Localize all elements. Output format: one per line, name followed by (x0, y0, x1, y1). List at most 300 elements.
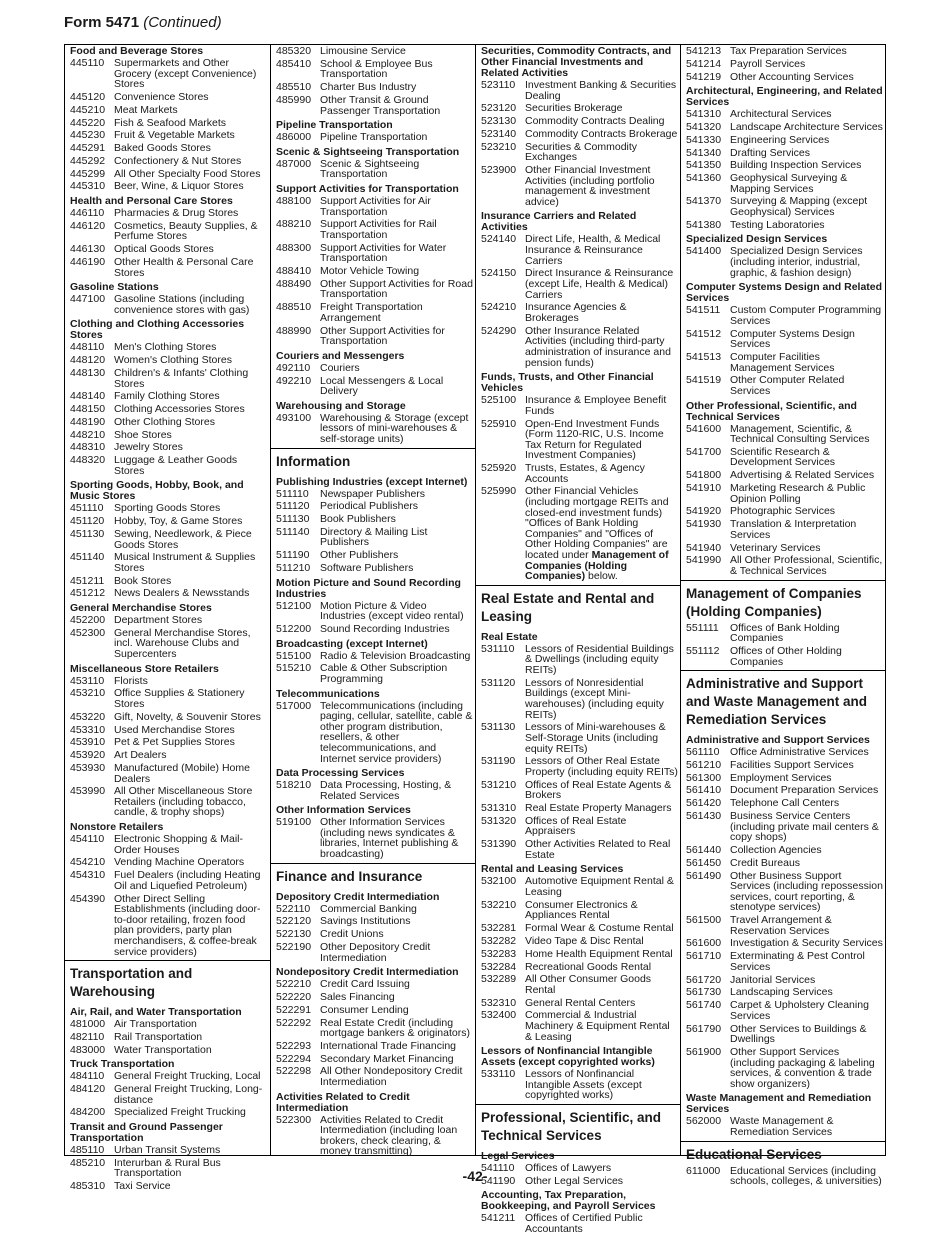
subsection-heading: Food and Beverage Stores (70, 45, 204, 57)
code-row (686, 871, 883, 913)
code-row (481, 876, 678, 897)
description-text: Tax Preparation Services (730, 45, 847, 57)
activity-description (320, 916, 473, 927)
description-text: Cosmetics, Beauty Supplies, & Perfume Stores (114, 219, 258, 243)
code-row (686, 329, 883, 350)
subsection-heading: Broadcasting (except Internet) (276, 637, 428, 650)
naics-code: 446130 (70, 243, 106, 256)
section-title: Management of Companies (Holding Companies) (681, 580, 885, 623)
code-row (481, 1010, 678, 1042)
naics-code: 448120 (70, 354, 106, 367)
description-text: Department Stores (114, 614, 203, 627)
naics-code: 448110 (70, 341, 105, 354)
activity-description (320, 1054, 473, 1065)
code-row (70, 169, 268, 180)
naics-code: 448310 (70, 441, 106, 454)
naics-code: 525100 (481, 394, 517, 407)
naics-code: 524290 (481, 324, 517, 337)
code-row (70, 1019, 268, 1030)
naics-code: 511190 (276, 549, 310, 562)
naics-code: 561710 (686, 950, 722, 963)
naics-code: 561440 (686, 843, 722, 856)
description-text: Testing Laboratories (730, 218, 825, 231)
description-text: General Merchandise Stores, incl. Warehouse Clubs and Supercenters (114, 626, 251, 661)
activity-description (114, 503, 268, 514)
code-row (70, 516, 268, 527)
description-text: Couriers (320, 361, 360, 374)
description-text: Scientific Research & Development Services (730, 445, 836, 469)
activity-description (525, 80, 678, 101)
naics-code: 522110 (276, 902, 311, 915)
activity-description (730, 506, 883, 517)
description-text: Office Administrative Services (730, 746, 869, 759)
naics-code: 445210 (70, 103, 106, 116)
activity-description (320, 196, 473, 217)
description-text: Freight Transportation Arrangement (320, 301, 423, 324)
activity-description (525, 780, 678, 801)
naics-code: 485320 (276, 45, 312, 57)
code-row (70, 294, 268, 315)
activity-description (525, 678, 678, 720)
activity-description (730, 352, 883, 373)
activity-description (114, 1071, 268, 1082)
code-row (70, 834, 268, 855)
activity-description (114, 763, 268, 784)
naics-code: 453990 (70, 785, 106, 798)
code-row (481, 644, 678, 676)
form-title-suffix: (Continued) (143, 14, 222, 31)
code-row (276, 514, 473, 525)
description-text: Commercial Banking (320, 902, 417, 915)
description-tail-text: below. (585, 570, 618, 583)
activity-description (320, 219, 473, 240)
naics-code: 561410 (686, 784, 722, 797)
description-text: Employment Services (730, 771, 832, 784)
description-text: Convenience Stores (114, 90, 209, 103)
description-text: Data Processing, Hosting, & Related Services (320, 779, 452, 802)
description-text: Recreational Goods Rental (525, 960, 652, 973)
naics-code: 541211 (481, 1212, 516, 1225)
section-title: Information (271, 448, 475, 473)
naics-code: 533110 (481, 1068, 516, 1081)
description-text: Secondary Market Financing (320, 1052, 454, 1065)
code-row (276, 780, 473, 801)
naics-code: 445110 (70, 57, 105, 69)
code-row (276, 413, 473, 445)
naics-code: 484110 (70, 1070, 105, 1083)
description-text: Consumer Electronics & Appliances Rental (525, 898, 638, 922)
code-row (70, 588, 268, 599)
code-row (276, 979, 473, 990)
code-row (70, 143, 268, 154)
code-row (686, 785, 883, 796)
description-text: Computer Systems Design Services (730, 327, 855, 351)
description-text: All Other Specialty Food Stores (114, 167, 261, 180)
naics-code: 484120 (70, 1083, 106, 1096)
activity-description (114, 181, 268, 192)
code-row (276, 916, 473, 927)
naics-code: 523110 (481, 79, 516, 91)
activity-description (320, 817, 473, 859)
code-row (70, 208, 268, 219)
activity-description (320, 1115, 473, 1157)
description-text: Telephone Call Centers (730, 797, 840, 810)
naics-code: 522294 (276, 1052, 312, 1065)
subsection-heading: Architectural, Engineering, and Related Services (686, 85, 883, 109)
activity-description (730, 975, 883, 986)
code-row (70, 244, 268, 255)
description-text: Direct Insurance & Reinsurance (except Life, Health & Medical) Carriers (525, 267, 674, 301)
code-row (686, 483, 883, 504)
description-text: Jewelry Stores (114, 441, 183, 454)
activity-description (320, 1005, 473, 1016)
description-text: All Other Nondepository Credit Intermediation (320, 1065, 463, 1089)
description-text: Other Direct Selling Establishments (including door-to-door retailing, frozen food plan providers, party plan merchandisers, & coffee-break service providers) (114, 892, 261, 958)
activity-description (525, 962, 678, 973)
activity-description (525, 876, 678, 897)
description-text: Offices of Real Estate Agents & Brokers (525, 778, 672, 802)
code-row (686, 938, 883, 949)
subsection-heading: Computer Systems Design and Related Services (686, 281, 883, 305)
naics-code: 522292 (276, 1016, 312, 1029)
naics-code: 541360 (686, 172, 722, 185)
code-row (70, 342, 268, 353)
naics-code: 531390 (481, 838, 517, 851)
activity-description (114, 208, 268, 219)
description-text: Landscape Architecture Services (730, 120, 883, 133)
naics-code: 541512 (686, 327, 722, 340)
activity-description (114, 257, 268, 278)
code-row (70, 763, 268, 784)
code-row (276, 196, 473, 217)
naics-code: 531130 (481, 721, 516, 734)
activity-description (730, 623, 883, 644)
code-row (686, 773, 883, 784)
description-text: Periodical Publishers (320, 500, 419, 513)
activity-description (114, 355, 268, 366)
code-row (481, 839, 678, 860)
naics-code: 451211 (70, 574, 105, 587)
description-text: Limousine Service (320, 45, 406, 57)
description-text: Fruit & Vegetable Markets (114, 129, 235, 142)
naics-code: 446110 (70, 207, 105, 220)
description-text: Offices of Real Estate Appraisers (525, 814, 627, 838)
subsection-heading: Nondepository Credit Intermediation (276, 966, 459, 979)
naics-code: 448320 (70, 454, 106, 467)
description-text: All Other Professional, Scientific, & Technical Services (730, 554, 883, 577)
activity-description (114, 1107, 268, 1118)
activity-description (730, 1024, 883, 1045)
description-text: Specialized Design Services (including interior, industrial, graphic, & fashion design) (730, 245, 863, 279)
code-row (686, 1116, 883, 1137)
subsection-heading: Gasoline Stations (70, 281, 159, 294)
activity-description (114, 442, 268, 453)
activity-description (730, 519, 883, 540)
activity-description (114, 576, 268, 587)
description-text: Sporting Goods Stores (114, 502, 221, 515)
description-text: Insurance Agencies & Brokerages (525, 301, 627, 324)
activity-description (730, 46, 883, 57)
activity-description (320, 563, 473, 574)
code-row (276, 1115, 473, 1157)
description-text: Formal Wear & Costume Rental (525, 922, 674, 935)
code-row (276, 363, 473, 374)
naics-code: 487000 (276, 157, 312, 170)
code-row (276, 624, 473, 635)
code-row (481, 998, 678, 1009)
description-text: Securities Brokerage (525, 102, 623, 115)
description-text: All Other Consumer Goods Rental (525, 973, 652, 996)
code-row (481, 234, 678, 266)
code-row (481, 816, 678, 837)
code-row (481, 395, 678, 416)
activity-description (730, 483, 883, 504)
naics-code: 451120 (70, 515, 105, 528)
activity-description (114, 1045, 268, 1056)
code-row (276, 550, 473, 561)
code-row (686, 646, 883, 667)
column-4 (680, 45, 885, 1188)
naics-code: 511140 (276, 525, 310, 538)
subsection-heading: Real Estate (481, 630, 538, 643)
code-row (70, 92, 268, 103)
code-row (70, 417, 268, 428)
activity-description (730, 148, 883, 159)
activity-description (114, 676, 268, 687)
naics-code: 532284 (481, 960, 517, 973)
naics-code: 531190 (481, 755, 516, 768)
naics-code: 445230 (70, 129, 106, 142)
code-row (276, 942, 473, 963)
naics-code: 541940 (686, 541, 722, 554)
subsection-heading: Miscellaneous Store Retailers (70, 662, 219, 675)
code-row (686, 747, 883, 758)
subsection-heading: Waste Management and Remediation Services (686, 1092, 872, 1116)
code-row (686, 760, 883, 771)
naics-code: 525920 (481, 462, 517, 475)
naics-code: 515100 (276, 649, 312, 662)
naics-code: 532100 (481, 875, 517, 888)
description-text: Marketing Research & Public Opinion Polling (730, 482, 866, 505)
naics-code: 488300 (276, 241, 312, 254)
activity-description (320, 1066, 473, 1087)
code-row (686, 1024, 883, 1045)
description-text: Other Financial Vehicles (including mortgage REITs and closed-end investment funds) "Offices of Bank Holding Companies" and "Offices of Other Holding Companies" are located under (525, 485, 669, 562)
activity-description (114, 688, 268, 709)
description-bold-text: Management of Companies (Holding Companies) (525, 549, 669, 583)
activity-description (730, 246, 883, 278)
code-row (70, 1045, 268, 1056)
description-text: Payroll Services (730, 57, 806, 70)
description-text: Offices of Lawyers (525, 1162, 612, 1174)
subsection-heading: Telecommunications (276, 687, 380, 700)
description-text: Investigation & Security Services (730, 937, 883, 950)
activity-description (114, 834, 268, 855)
description-text: Taxi Service (114, 1180, 171, 1193)
naics-code: 541219 (686, 70, 722, 83)
code-row (686, 975, 883, 986)
description-text: Other Information Services (including news syndicates & libraries, Internet publishing & broadcasting) (320, 816, 459, 861)
activity-description (525, 756, 678, 777)
subsection-heading: Other Professional, Scientific, and Technical Services (686, 399, 857, 423)
activity-description (525, 395, 678, 416)
naics-code: 541700 (686, 445, 722, 458)
activity-description (730, 1116, 883, 1137)
naics-code: 445120 (70, 90, 106, 103)
activity-description (525, 1213, 678, 1234)
description-text: Commodity Contracts Brokerage (525, 127, 678, 140)
description-text: Other Publishers (320, 549, 399, 562)
description-text: Newspaper Publishers (320, 487, 426, 500)
description-text: Commercial & Industrial Machinery & Equipment Rental & Leasing (525, 1009, 670, 1043)
code-row (70, 1084, 268, 1105)
code-row (276, 563, 473, 574)
naics-code: 532310 (481, 996, 517, 1009)
description-text: Supermarkets and Other Grocery (except Convenience) Stores (114, 57, 257, 91)
description-text: Automotive Equipment Rental & Leasing (525, 875, 674, 898)
code-row (70, 355, 268, 366)
description-text: Gift, Novelty, & Souvenir Stores (114, 710, 261, 723)
code-row (686, 109, 883, 120)
description-text: Photographic Services (730, 505, 836, 518)
code-row (686, 1047, 883, 1089)
activity-description (114, 1019, 268, 1030)
code-row (70, 894, 268, 958)
code-row (481, 900, 678, 921)
naics-code: 541370 (686, 195, 722, 208)
naics-code: 446190 (70, 255, 106, 268)
code-row (70, 1032, 268, 1043)
description-text: Men's Clothing Stores (114, 341, 217, 354)
activity-description (114, 294, 268, 315)
code-row (686, 623, 883, 644)
naics-code: 488100 (276, 194, 312, 207)
activity-description (114, 118, 268, 129)
code-row (686, 506, 883, 517)
description-text: Offices of Certified Public Accountants (525, 1212, 643, 1235)
naics-code: 515210 (276, 662, 312, 675)
activity-description (525, 803, 678, 814)
description-text: Lessors of Nonresidential Buildings (except Mini-warehouses) (including equity REITs) (525, 676, 664, 721)
activity-description (525, 900, 678, 921)
code-row (70, 615, 268, 626)
subsection-heading: Funds, Trusts, and Other Financial Vehicles (481, 371, 654, 395)
code-row (686, 135, 883, 146)
code-row (276, 817, 473, 859)
naics-code: 532289 (481, 973, 517, 986)
section-title: Administrative and Support and Waste Management and Remediation Services (681, 670, 885, 731)
subsection-heading: Lessors of Nonfinancial Intangible Assets (except copyrighted works) (481, 1045, 655, 1069)
section-title: Real Estate and Rental and Leasing (476, 585, 680, 628)
code-row (276, 279, 473, 300)
activity-description (320, 780, 473, 801)
naics-code: 541920 (686, 505, 722, 518)
code-row (70, 737, 268, 748)
activity-description (320, 279, 473, 300)
naics-code: 488490 (276, 277, 312, 290)
activity-description (730, 555, 883, 576)
description-text: Beer, Wine, & Liquor Stores (114, 180, 244, 193)
naics-code: 482110 (70, 1030, 105, 1043)
naics-code: 485310 (70, 1180, 106, 1193)
code-row (481, 486, 678, 581)
naics-code: 454390 (70, 892, 106, 905)
description-text: Savings Institutions (320, 915, 411, 928)
code-row (70, 1071, 268, 1082)
activity-description (525, 839, 678, 860)
activity-description (525, 142, 678, 163)
naics-code: 561500 (686, 914, 722, 927)
naics-code: 483000 (70, 1043, 106, 1056)
activity-description (320, 363, 473, 374)
subsection-heading: Transit and Ground Passenger Transportation (70, 1121, 223, 1145)
activity-description (730, 845, 883, 856)
activity-description (525, 103, 678, 114)
activity-description (114, 455, 268, 476)
activity-description (114, 894, 268, 958)
code-row (276, 527, 473, 548)
subsection-heading: General Merchandise Stores (70, 602, 212, 615)
column-1 (65, 45, 270, 1193)
naics-code: 561600 (686, 937, 722, 950)
activity-description (730, 798, 883, 809)
naics-code: 561450 (686, 856, 722, 869)
description-text: Florists (114, 674, 148, 687)
naics-code: 447100 (70, 293, 106, 306)
description-text: Other Services to Buildings & Dwellings (730, 1022, 867, 1046)
naics-code: 524210 (481, 301, 517, 314)
activity-description (320, 527, 473, 548)
naics-code: 451140 (70, 551, 105, 564)
activity-description (114, 130, 268, 141)
activity-description (730, 135, 883, 146)
activity-description (114, 244, 268, 255)
code-row (276, 1054, 473, 1065)
activity-description (730, 375, 883, 396)
description-text: Pharmacies & Drug Stores (114, 207, 239, 220)
description-text: Sales Financing (320, 990, 395, 1003)
naics-code: 448210 (70, 428, 106, 441)
naics-code: 448150 (70, 403, 106, 416)
activity-description (525, 129, 678, 140)
naics-code: 445291 (70, 142, 106, 155)
activity-description (114, 342, 268, 353)
description-text: Engineering Services (730, 133, 830, 146)
activity-description (320, 159, 473, 180)
activity-description (730, 773, 883, 784)
form-title: Form 5471 (64, 14, 140, 31)
activity-description (730, 220, 883, 231)
activity-description (525, 486, 678, 581)
naics-code: 446120 (70, 219, 106, 232)
naics-code: 485210 (70, 1156, 106, 1169)
naics-code: 561740 (686, 999, 722, 1012)
naics-code: 561210 (686, 758, 722, 771)
naics-code: 525990 (481, 485, 517, 498)
code-row (686, 196, 883, 217)
code-row (70, 404, 268, 415)
naics-code: 541910 (686, 482, 722, 495)
naics-code: 561730 (686, 986, 722, 999)
activity-description (114, 58, 268, 90)
naics-code: 531120 (481, 676, 516, 689)
code-row (276, 376, 473, 397)
code-row (70, 221, 268, 242)
activity-description (114, 105, 268, 116)
naics-code: 541990 (686, 554, 722, 567)
activity-description (730, 543, 883, 554)
description-text: International Trade Financing (320, 1039, 457, 1052)
